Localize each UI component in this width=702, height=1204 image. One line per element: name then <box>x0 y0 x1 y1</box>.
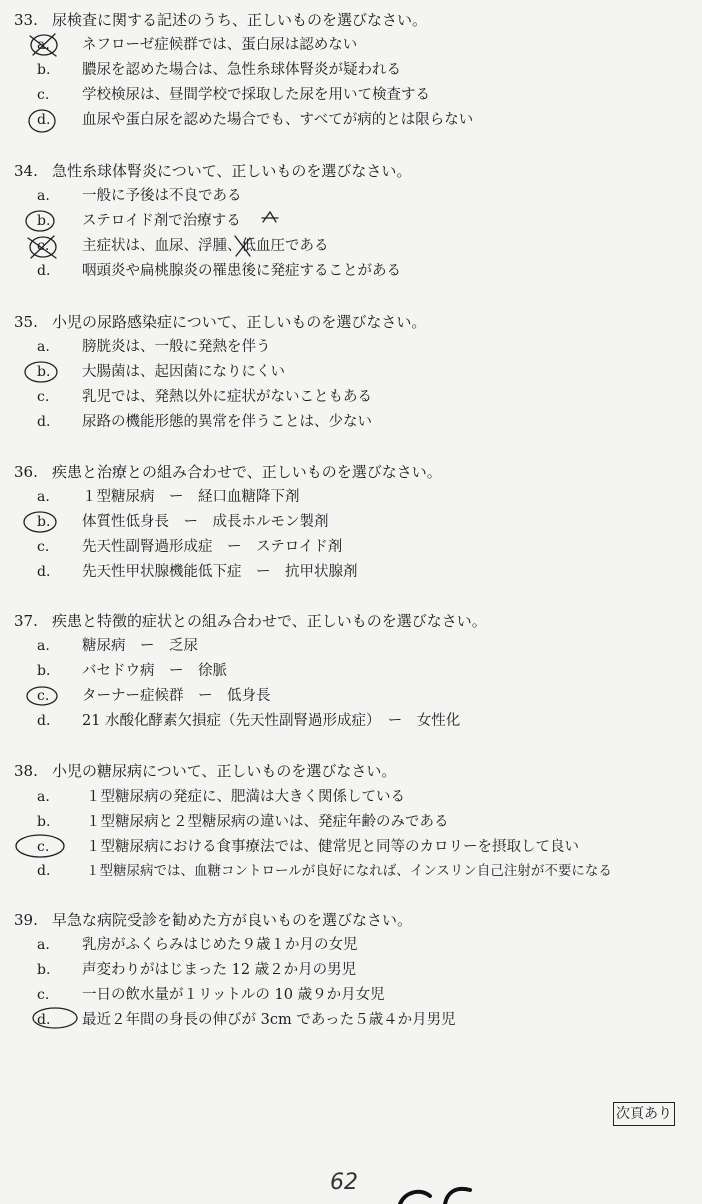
option-letter: b. <box>37 663 51 679</box>
option-text: 糖尿病 ー 乏尿 <box>82 638 198 654</box>
option-letter: c. <box>37 539 50 555</box>
option-text: １型糖尿病 ー 経口血糖降下剤 <box>82 489 300 505</box>
option-letter: a. <box>37 188 50 204</box>
option-letter: c. <box>37 389 50 405</box>
option-text: 21 水酸化酵素欠損症（先天性副腎過形成症） ー 女性化 <box>82 713 461 729</box>
option-text: ターナー症候群 ー 低身長 <box>82 688 271 704</box>
page-number: 62 <box>330 1170 358 1195</box>
option-letter: c. <box>37 238 50 254</box>
question-text: 小児の糖尿病について、正しいものを選びなさい。 <box>52 762 397 780</box>
option-text: 学校検尿は、昼間学校で採取した尿を用いて検査する <box>82 87 430 103</box>
option-letter: c. <box>37 87 50 103</box>
option-text: 咽頭炎や扁桃腺炎の罹患後に発症することがある <box>82 263 401 279</box>
question-number: 36. <box>14 463 38 481</box>
option-text: 主症状は、血尿、浮腫、低血圧である <box>82 238 329 254</box>
option-text: 血尿や蛋白尿を認めた場合でも、すべてが病的とは限らない <box>82 112 474 128</box>
option-text: １型糖尿病と２型糖尿病の違いは、発症年齢のみである <box>86 814 449 830</box>
option-letter: a. <box>37 638 50 654</box>
option-text: 尿路の機能形態的異常を伴うことは、少ない <box>82 414 372 430</box>
option-text: １型糖尿病では、血糖コントロールが良好になれば、インスリン自己注射が不要になる <box>86 863 612 879</box>
question-number: 39. <box>14 911 38 929</box>
option-text: 体質性低身長 ー 成長ホルモン製剤 <box>82 514 329 530</box>
option-text: ステロイド剤で治療する <box>82 213 241 229</box>
option-text: 最近２年間の身長の伸びが 3cm であった５歳４か月男児 <box>82 1012 456 1028</box>
option-letter: b. <box>37 364 51 380</box>
question-number: 33. <box>14 11 38 29</box>
question-number: 38. <box>14 762 38 780</box>
question-text: 尿検査に関する記述のうち、正しいものを選びなさい。 <box>52 11 428 29</box>
option-text: １型糖尿病の発症に、肥満は大きく関係している <box>86 789 405 805</box>
option-letter: b. <box>37 514 51 530</box>
option-text: 乳児では、発熱以外に症状がないこともある <box>82 389 372 405</box>
option-letter: a. <box>37 339 50 355</box>
option-text: 声変わりがはじまった 12 歳２か月の男児 <box>82 962 357 978</box>
option-letter: a. <box>37 37 50 53</box>
option-letter: d. <box>37 863 51 879</box>
option-letter: a. <box>37 489 50 505</box>
question-text: 疾患と特徴的症状との組み合わせで、正しいものを選びなさい。 <box>52 612 487 630</box>
option-letter: b. <box>37 962 51 978</box>
question-text: 疾患と治療との組み合わせで、正しいものを選びなさい。 <box>52 463 442 481</box>
option-text: １型糖尿病における食事療法では、健常児と同等のカロリーを摂取して良い <box>86 839 579 855</box>
option-letter: b. <box>37 62 51 78</box>
question-number: 37. <box>14 612 38 630</box>
option-text: 乳房がふくらみはじめた９歳１か月の女児 <box>82 937 358 953</box>
option-text: バセドウ病 ー 徐脈 <box>82 663 227 679</box>
option-text: ネフローゼ症候群では、蛋白尿は認めない <box>82 37 358 53</box>
question-text: 急性糸球体腎炎について、正しいものを選びなさい。 <box>52 162 412 180</box>
question-number: 34. <box>14 162 38 180</box>
option-letter: c. <box>37 839 50 855</box>
option-text: 膀胱炎は、一般に発熱を伴う <box>82 339 271 355</box>
correction-mark <box>262 212 278 222</box>
question-text: 小児の尿路感染症について、正しいものを選びなさい。 <box>52 313 427 331</box>
option-letter: b. <box>37 814 51 830</box>
option-letter: c. <box>37 688 50 704</box>
question-number: 35. <box>14 313 38 331</box>
option-text: 一般に予後は不良である <box>82 188 242 204</box>
next-page-notice: 次頁あり <box>613 1102 675 1126</box>
option-letter: c. <box>37 987 50 1003</box>
option-text: 一日の飲水量が１リットルの 10 歳９か月女児 <box>82 987 385 1003</box>
option-text: 大腸菌は、起因菌になりにくい <box>82 364 285 380</box>
option-text: 先天性副腎過形成症 ー ステロイド剤 <box>82 539 343 555</box>
option-letter: d. <box>37 112 51 128</box>
option-letter: d. <box>37 1012 51 1028</box>
option-letter: a. <box>37 937 50 953</box>
question-text: 早急な病院受診を勧めた方が良いものを選びなさい。 <box>52 911 413 929</box>
option-letter: d. <box>37 414 51 430</box>
option-text: 膿尿を認めた場合は、急性糸球体腎炎が疑われる <box>82 62 401 78</box>
option-letter: d. <box>37 713 51 729</box>
option-text: 先天性甲状腺機能低下症 ー 抗甲状腺剤 <box>82 564 358 580</box>
option-letter: d. <box>37 564 51 580</box>
option-letter: a. <box>37 789 50 805</box>
option-letter: d. <box>37 263 51 279</box>
option-letter: b. <box>37 213 51 229</box>
